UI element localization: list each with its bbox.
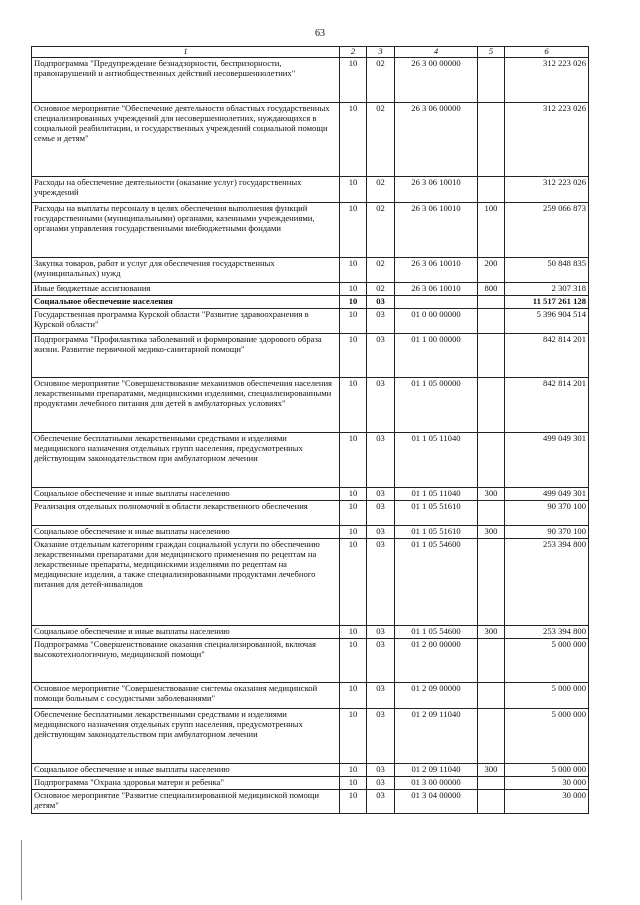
row-name: Подпрограмма "Охрана здоровья матери и ребенка" xyxy=(32,777,340,790)
row-name: Расходы на выплаты персоналу в целях обеспечения выполнения функций государственными (муниципальными) органами, казенными учреждениями, органами управления государственными внебюджетными фондами xyxy=(32,203,340,258)
table-row xyxy=(32,488,589,501)
row-section: 10 xyxy=(340,203,367,258)
row-name: Социальное обеспечение и иные выплаты населению xyxy=(32,488,340,501)
row-expense-type: 200 xyxy=(478,258,505,283)
table-row xyxy=(32,309,589,334)
col-header-amount: 6 xyxy=(505,47,589,58)
row-expense-type: 300 xyxy=(478,488,505,501)
col-header-expense-type: 5 xyxy=(478,47,505,58)
row-section: 10 xyxy=(340,526,367,539)
row-amount: 90 370 100 xyxy=(505,501,589,526)
row-name: Реализация отдельных полномочий в области лекарственного обеспечения xyxy=(32,501,340,526)
row-name: Государственная программа Курской области "Развитие здравоохранения в Курской области" xyxy=(32,309,340,334)
page-number: 63 xyxy=(315,28,325,39)
table-row xyxy=(32,258,589,283)
table-row xyxy=(32,378,589,433)
table-row xyxy=(32,203,589,258)
row-subsection: 02 xyxy=(367,283,395,296)
row-name: Обеспечение бесплатными лекарственными средствами и изделиями медицинского назначения отдельных групп населения, предусмотренных действующим законодательством при амбулаторном лечении xyxy=(32,433,340,488)
row-subsection: 03 xyxy=(367,334,395,378)
row-amount: 5 396 904 514 xyxy=(505,309,589,334)
row-expense-type: 100 xyxy=(478,203,505,258)
row-expense-type: 300 xyxy=(478,626,505,639)
row-expense-type xyxy=(478,309,505,334)
row-expense-type xyxy=(478,58,505,103)
table-row xyxy=(32,626,589,639)
row-expense-type xyxy=(478,777,505,790)
row-amount: 50 848 835 xyxy=(505,258,589,283)
row-name: Социальное обеспечение и иные выплаты населению xyxy=(32,526,340,539)
row-name: Социальное обеспечение и иные выплаты населению xyxy=(32,626,340,639)
row-subsection: 02 xyxy=(367,103,395,177)
row-name: Обеспечение бесплатными лекарственными средствами и изделиями медицинского назначения отдельных групп населения, предусмотренных действующим законодательством при амбулаторном лечении xyxy=(32,709,340,764)
row-expense-type xyxy=(478,296,505,309)
row-name: Закупка товаров, работ и услуг для обеспечения государственных (муниципальных) нужд xyxy=(32,258,340,283)
row-amount: 499 049 301 xyxy=(505,433,589,488)
row-section: 10 xyxy=(340,309,367,334)
row-target-article: 26 3 00 00000 xyxy=(395,58,478,103)
table-row xyxy=(32,683,589,709)
row-target-article: 26 3 06 10010 xyxy=(395,283,478,296)
row-section: 10 xyxy=(340,539,367,626)
row-amount: 5 000 000 xyxy=(505,764,589,777)
row-name: Оказание отдельным категориям граждан социальной услуги по обеспечению лекарственными препаратами для медицинского применения по рецептам на лекарственные препараты, медицинскими изделиями по рецептам на медицинские изделия, а также специализированными продуктами лечебного питания для детей-инвалидов xyxy=(32,539,340,626)
table-row xyxy=(32,526,589,539)
row-target-article: 01 2 09 11040 xyxy=(395,764,478,777)
budget-table xyxy=(31,46,589,814)
row-expense-type xyxy=(478,501,505,526)
row-subsection: 03 xyxy=(367,433,395,488)
row-amount: 5 000 000 xyxy=(505,709,589,764)
row-subsection: 03 xyxy=(367,526,395,539)
row-expense-type: 300 xyxy=(478,526,505,539)
row-expense-type: 300 xyxy=(478,764,505,777)
table-row xyxy=(32,709,589,764)
row-subsection: 03 xyxy=(367,488,395,501)
row-name: Социальное обеспечение и иные выплаты населению xyxy=(32,764,340,777)
table-row xyxy=(32,58,589,103)
row-section: 10 xyxy=(340,777,367,790)
row-expense-type xyxy=(478,103,505,177)
row-name: Социальное обеспечение населения xyxy=(32,296,340,309)
row-expense-type xyxy=(478,709,505,764)
row-name: Расходы на обеспечение деятельности (оказание услуг) государственных учреждений xyxy=(32,177,340,203)
row-amount: 11 517 261 128 xyxy=(505,296,589,309)
table-row xyxy=(32,777,589,790)
row-amount: 90 370 100 xyxy=(505,526,589,539)
table-row xyxy=(32,790,589,814)
row-amount: 312 223 026 xyxy=(505,177,589,203)
table-row xyxy=(32,501,589,526)
row-amount: 2 307 318 xyxy=(505,283,589,296)
row-subsection: 02 xyxy=(367,203,395,258)
row-expense-type xyxy=(478,378,505,433)
row-name: Основное мероприятие "Совершенствование механизмов обеспечения населения лекарственными препаратами, медицинскими изделиями, специализированными продуктами лечебного питания для детей в амбулаторных условиях" xyxy=(32,378,340,433)
row-target-article: 01 3 04 00000 xyxy=(395,790,478,814)
row-section: 10 xyxy=(340,258,367,283)
row-subsection: 03 xyxy=(367,764,395,777)
row-section: 10 xyxy=(340,764,367,777)
row-target-article: 01 3 00 00000 xyxy=(395,777,478,790)
row-subsection: 03 xyxy=(367,378,395,433)
col-header-name: 1 xyxy=(32,47,340,58)
row-expense-type xyxy=(478,539,505,626)
row-expense-type xyxy=(478,177,505,203)
row-name: Основное мероприятие "Совершенствование системы оказания медицинской помощи больным с сосудистыми заболеваниями" xyxy=(32,683,340,709)
col-header-section: 2 xyxy=(340,47,367,58)
row-section: 10 xyxy=(340,334,367,378)
row-subsection: 03 xyxy=(367,790,395,814)
row-target-article: 01 0 00 00000 xyxy=(395,309,478,334)
row-amount: 842 814 201 xyxy=(505,378,589,433)
row-target-article: 01 1 00 00000 xyxy=(395,334,478,378)
row-amount: 499 049 301 xyxy=(505,488,589,501)
row-subsection: 02 xyxy=(367,177,395,203)
row-subsection: 03 xyxy=(367,309,395,334)
row-amount: 253 394 800 xyxy=(505,539,589,626)
row-subsection: 03 xyxy=(367,639,395,683)
row-target-article xyxy=(395,296,478,309)
row-amount: 253 394 800 xyxy=(505,626,589,639)
row-target-article: 01 1 05 51610 xyxy=(395,501,478,526)
row-target-article: 01 1 05 11040 xyxy=(395,433,478,488)
row-amount: 5 000 000 xyxy=(505,639,589,683)
row-target-article: 26 3 06 10010 xyxy=(395,203,478,258)
row-expense-type: 800 xyxy=(478,283,505,296)
row-section: 10 xyxy=(340,639,367,683)
row-name: Подпрограмма "Совершенствование оказания специализированной, включая высокотехнологичную, медицинской помощи" xyxy=(32,639,340,683)
row-target-article: 01 1 05 54600 xyxy=(395,626,478,639)
table-row xyxy=(32,433,589,488)
row-amount: 842 814 201 xyxy=(505,334,589,378)
row-section: 10 xyxy=(340,488,367,501)
table-row xyxy=(32,539,589,626)
row-section: 10 xyxy=(340,709,367,764)
table-row xyxy=(32,177,589,203)
table-row xyxy=(32,639,589,683)
row-expense-type xyxy=(478,683,505,709)
row-section: 10 xyxy=(340,58,367,103)
row-target-article: 01 1 05 51610 xyxy=(395,526,478,539)
row-section: 10 xyxy=(340,378,367,433)
table-body xyxy=(32,58,589,814)
row-amount: 5 000 000 xyxy=(505,683,589,709)
row-amount: 312 223 026 xyxy=(505,58,589,103)
row-name: Подпрограмма "Предупреждение безнадзорности, беспризорности, правонарушений и антиобщественных действий несовершеннолетних" xyxy=(32,58,340,103)
row-expense-type xyxy=(478,639,505,683)
margin-rule xyxy=(21,840,22,900)
row-name: Иные бюджетные ассигнования xyxy=(32,283,340,296)
row-subsection: 03 xyxy=(367,296,395,309)
row-target-article: 26 3 06 10010 xyxy=(395,258,478,283)
row-name: Подпрограмма "Профилактика заболеваний и формирование здорового образа жизни. Развитие первичной медико-санитарной помощи" xyxy=(32,334,340,378)
row-section: 10 xyxy=(340,790,367,814)
header-row xyxy=(32,47,589,58)
row-section: 10 xyxy=(340,626,367,639)
row-target-article: 01 1 05 11040 xyxy=(395,488,478,501)
row-subsection: 02 xyxy=(367,58,395,103)
row-subsection: 02 xyxy=(367,258,395,283)
row-name: Основное мероприятие "Обеспечение деятельности областных государственных специализированных учреждений для несовершеннолетних, нуждающихся в социальной реабилитации, и государственных учреждений социальной помощи семье и детям" xyxy=(32,103,340,177)
row-section: 10 xyxy=(340,296,367,309)
row-amount: 259 066 873 xyxy=(505,203,589,258)
row-section: 10 xyxy=(340,683,367,709)
row-subsection: 03 xyxy=(367,709,395,764)
row-target-article: 01 1 05 54600 xyxy=(395,539,478,626)
row-subsection: 03 xyxy=(367,626,395,639)
row-expense-type xyxy=(478,334,505,378)
row-section: 10 xyxy=(340,283,367,296)
row-target-article: 26 3 06 00000 xyxy=(395,103,478,177)
table-row xyxy=(32,283,589,296)
table-row xyxy=(32,103,589,177)
col-header-subsection: 3 xyxy=(367,47,395,58)
row-amount: 30 000 xyxy=(505,777,589,790)
table-row xyxy=(32,764,589,777)
row-target-article: 01 2 09 11040 xyxy=(395,709,478,764)
row-expense-type xyxy=(478,433,505,488)
row-subsection: 03 xyxy=(367,683,395,709)
row-amount: 30 000 xyxy=(505,790,589,814)
row-section: 10 xyxy=(340,177,367,203)
col-header-target-article: 4 xyxy=(395,47,478,58)
row-section: 10 xyxy=(340,103,367,177)
table-row xyxy=(32,334,589,378)
row-target-article: 01 2 09 00000 xyxy=(395,683,478,709)
row-subsection: 03 xyxy=(367,539,395,626)
row-target-article: 01 2 00 00000 xyxy=(395,639,478,683)
row-subsection: 03 xyxy=(367,777,395,790)
row-amount: 312 223 026 xyxy=(505,103,589,177)
row-section: 10 xyxy=(340,433,367,488)
table-row xyxy=(32,296,589,309)
row-expense-type xyxy=(478,790,505,814)
row-section: 10 xyxy=(340,501,367,526)
row-target-article: 26 3 06 10010 xyxy=(395,177,478,203)
row-subsection: 03 xyxy=(367,501,395,526)
row-name: Основное мероприятие "Развитие специализированной медицинской помощи детям" xyxy=(32,790,340,814)
row-target-article: 01 1 05 00000 xyxy=(395,378,478,433)
